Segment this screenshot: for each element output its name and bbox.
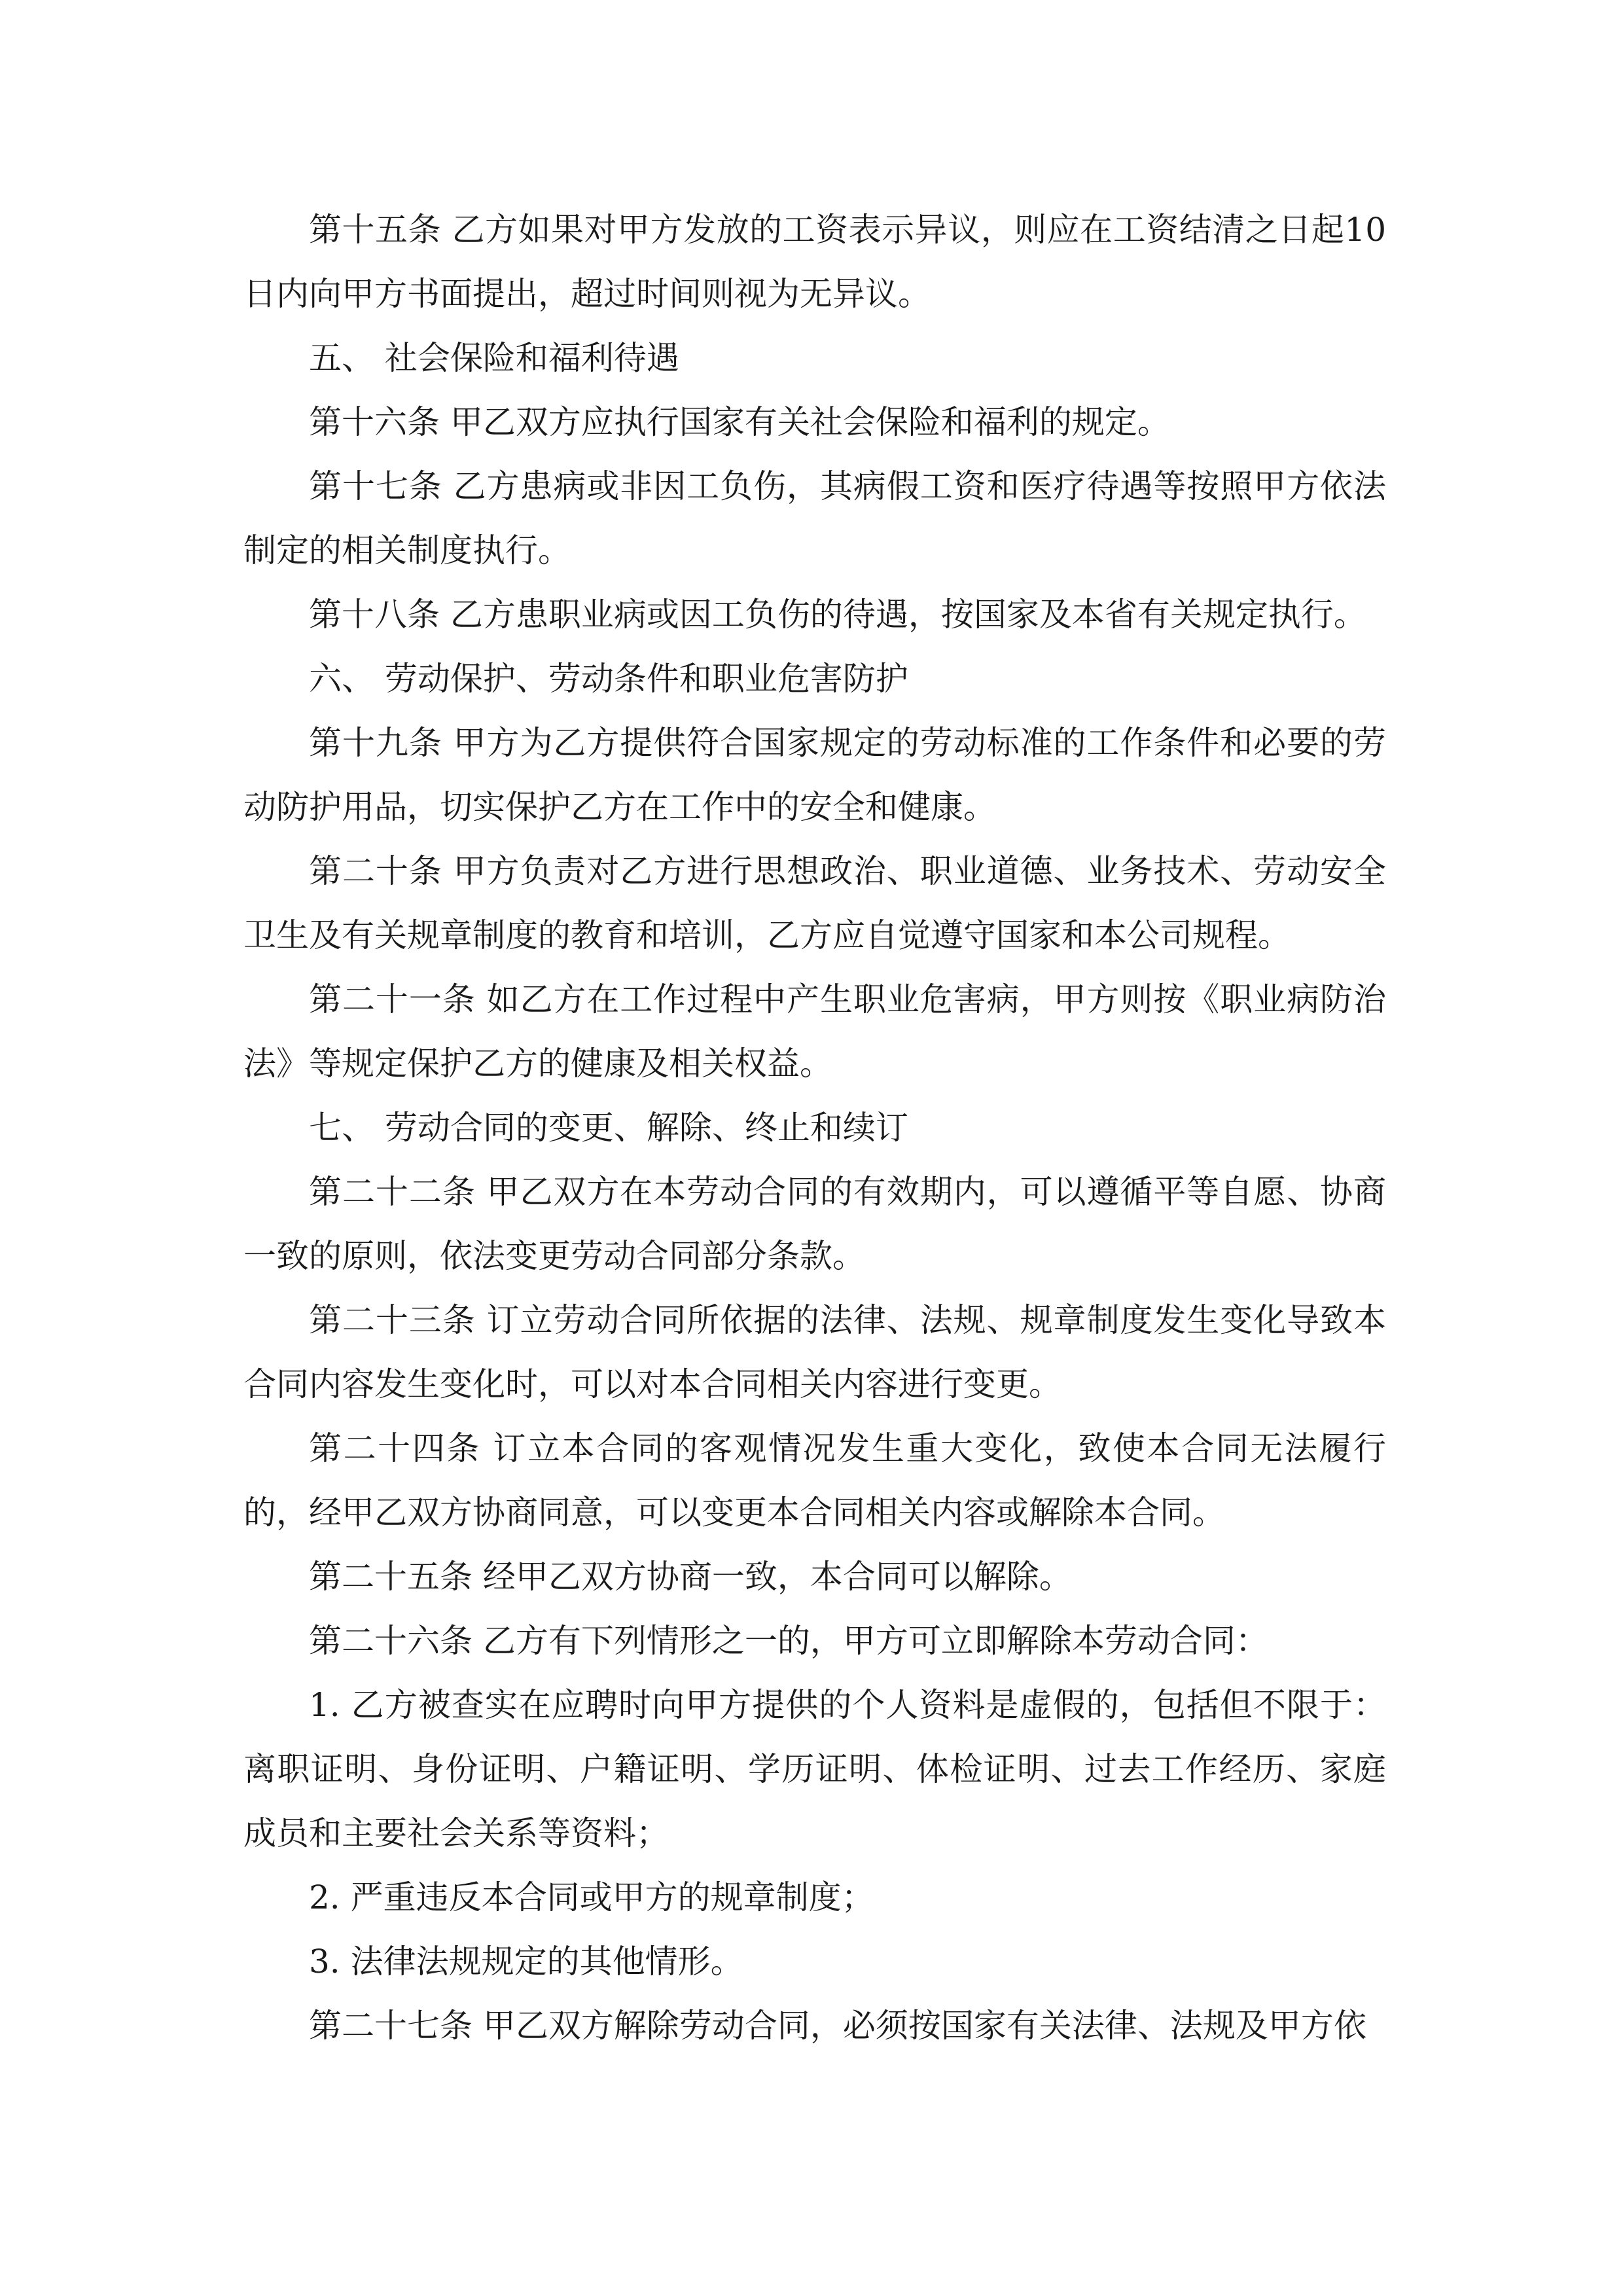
clause-26-item-2: 2. 严重违反本合同或甲方的规章制度；: [309, 1878, 874, 1916]
clause-25: 第二十五条 经甲乙双方协商一致，本合同可以解除。: [309, 1558, 1072, 1596]
clause-20: 第二十条 甲方负责对乙方进行思想政治、职业道德、业务技术、劳动安全卫生及有关规章制度的教育和培训，乙方应自觉遵守国家和本公司规程。: [243, 852, 1386, 954]
section-heading-6: 六、 劳动保护、劳动条件和职业危害防护: [309, 660, 908, 698]
clause-19: 第十九条 甲方为乙方提供符合国家规定的劳动标准的工作条件和必要的劳动防护用品，切实保护乙方在工作中的安全和健康。: [243, 724, 1386, 826]
document-body: [243, 198, 1386, 2058]
clause-23: 第二十三条 订立劳动合同所依据的法律、法规、规章制度发生变化导致本合同内容发生变化时，可以对本合同相关内容进行变更。: [243, 1301, 1386, 1403]
clause-21: 第二十一条 如乙方在工作过程中产生职业危害病，甲方则按《职业病防治法》等规定保护乙方的健康及相关权益。: [243, 980, 1386, 1083]
clause-26-item-1: 1. 乙方被查实在应聘时向甲方提供的个人资料是虚假的，包括但不限于：离职证明、身份证明、户籍证明、学历证明、体检证明、过去工作经历、家庭成员和主要社会关系等资料；: [243, 1686, 1386, 1852]
clause-18: 第十八条 乙方患职业病或因工负伤的待遇，按国家及本省有关规定执行。: [309, 596, 1366, 634]
clause-16: 第十六条 甲乙双方应执行国家有关社会保险和福利的规定。: [309, 403, 1170, 441]
clause-27: 第二十七条 甲乙双方解除劳动合同，必须按国家有关法律、法规及甲方依: [309, 2007, 1366, 2045]
clause-17: 第十七条 乙方患病或非因工负伤，其病假工资和医疗待遇等按照甲方依法制定的相关制度执行。: [243, 467, 1386, 569]
clause-26: 第二十六条 乙方有下列情形之一的，甲方可立即解除本劳动合同：: [309, 1622, 1268, 1660]
clause-26-item-3: 3. 法律法规规定的其他情形。: [309, 1943, 743, 1981]
section-heading-5: 五、 社会保险和福利待遇: [309, 339, 679, 377]
clause-24: 第二十四条 订立本合同的客观情况发生重大变化，致使本合同无法履行的，经甲乙双方协商同意，可以变更本合同相关内容或解除本合同。: [243, 1429, 1386, 1532]
clause-15: 第十五条 乙方如果对甲方发放的工资表示异议，则应在工资结清之日起10日内向甲方书面提出，超过时间则视为无异议。: [243, 211, 1386, 313]
section-heading-7: 七、 劳动合同的变更、解除、终止和续订: [309, 1109, 908, 1147]
clause-22: 第二十二条 甲乙双方在本劳动合同的有效期内，可以遵循平等自愿、协商一致的原则，依法变更劳动合同部分条款。: [243, 1173, 1386, 1275]
